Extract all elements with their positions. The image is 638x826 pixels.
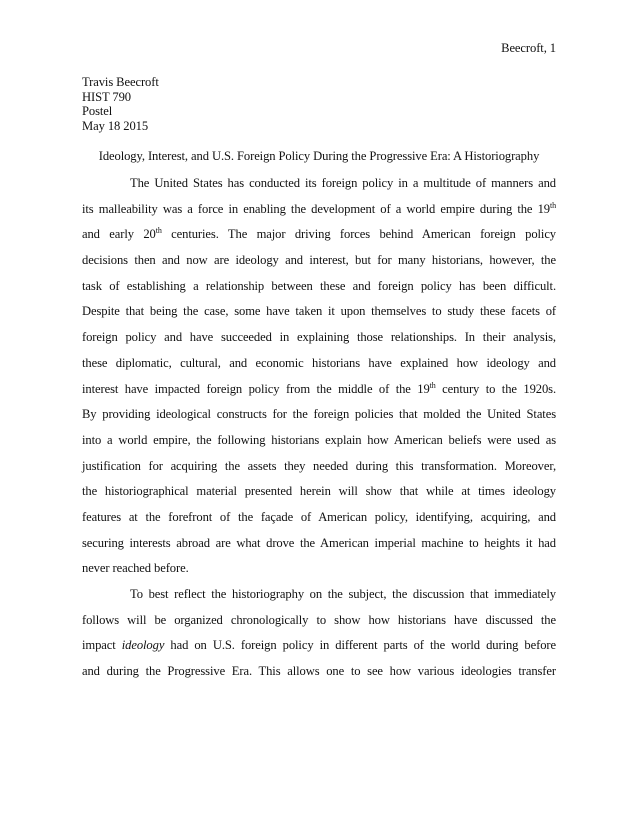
paper-date: May 18 2015 [82, 118, 149, 133]
paragraph-line: never reached before. [82, 561, 189, 576]
paragraph-line: To best reflect the historiography on the subject, the discussion that immediately [130, 587, 556, 601]
paragraph-line: and early 20th centuries. The major driving forces behind American foreign policy [82, 226, 557, 242]
paper-title: Ideology, Interest, and U.S. Foreign Policy During the Progressive Era: A Historiography [98, 149, 540, 163]
paragraph-line: into a world empire, the following historians explain how American beliefs were used as [82, 432, 556, 447]
paragraph-line: features at the forefront of the façade of American policy, identifying, acquiring, and [82, 509, 556, 524]
body-text [82, 171, 556, 685]
course-number: HIST 790 [82, 89, 131, 104]
mla-heading [82, 75, 159, 133]
paragraph-line: and during the Progressive Era. This allows one to see how various ideologies transfer [82, 664, 556, 679]
instructor-name: Postel [82, 104, 113, 118]
paragraph-line: interest have impacted foreign policy from the middle of the 19th century to the 1920s. [82, 380, 557, 396]
paragraph-line: The United States has conducted its foreign policy in a multitude of manners and [130, 176, 556, 190]
paragraph-line: By providing ideological constructs for the foreign policies that molded the United States [82, 407, 556, 422]
paragraph-line: foreign policy and have succeeded in explaining those relationships. In their analysis, [82, 330, 556, 345]
author-name: Travis Beecroft [82, 75, 159, 89]
paragraph-line: its malleability was a force in enabling the development of a world empire during the 19th [82, 200, 556, 216]
paragraph-line: impact ideology had on U.S. foreign policy in different parts of the world during before [82, 638, 556, 653]
paragraph-line: these diplomatic, cultural, and economic historians have explained how ideology and [82, 355, 556, 370]
paragraph-line: decisions then and now are ideology and interest, but for many historians, however, the [82, 253, 556, 268]
paragraph-line: follows will be organized chronologically to show how historians have discussed the [82, 612, 556, 627]
paragraph-line: justification for acquiring the assets they needed during this transformation. Moreover, [82, 458, 556, 473]
paragraph-line: the historiographical material presented herein will show that while at times ideology [82, 484, 556, 499]
paragraph-line: task of establishing a relationship between these and foreign policy has been difficult. [82, 278, 556, 293]
paragraph-line: securing interests abroad are what drove the American imperial machine to heights it had [82, 535, 556, 550]
running-head: Beecroft, 1 [501, 41, 556, 55]
paragraph-line: Despite that being the case, some have taken it upon themselves to study these facets of [82, 304, 556, 319]
